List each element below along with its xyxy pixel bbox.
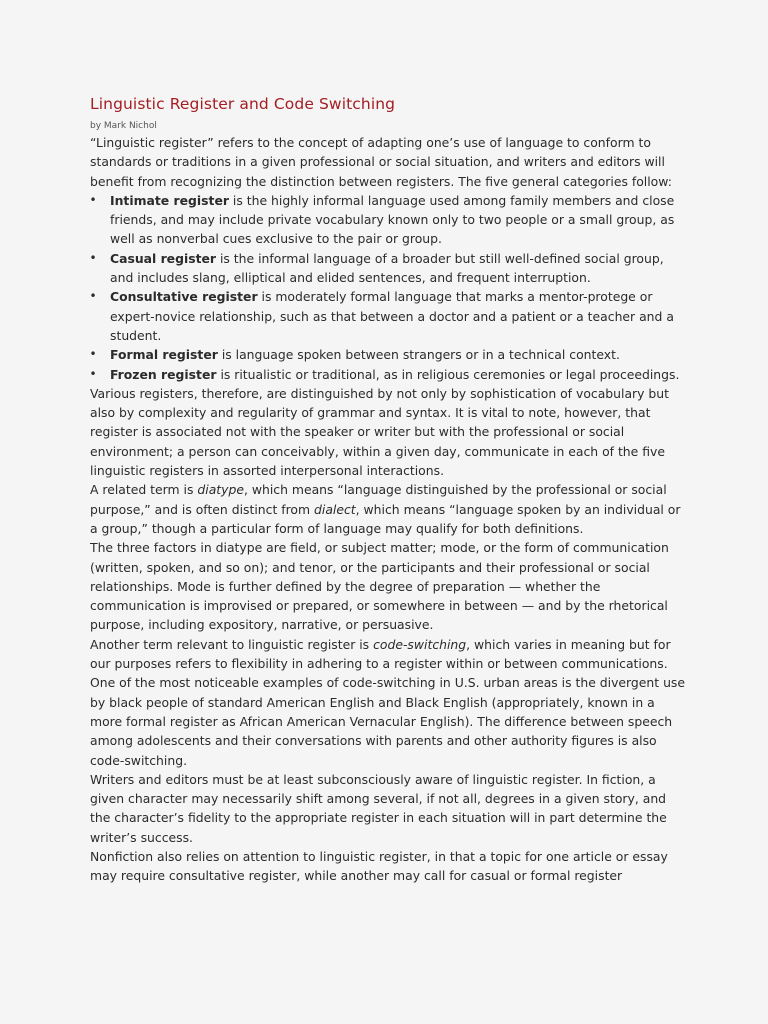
diatype-text-2: , which means “language distinguished by the professional or social purpose,” and is often distinct from <box>90 482 667 517</box>
list-item <box>90 365 690 384</box>
register-description: is moderately formal language that marks a mentor-protege or expert-novice relationship, such as that between a doctor and a patient or a teacher and a student. <box>110 289 674 343</box>
dialect-term: dialect <box>314 501 356 517</box>
register-description: is language spoken between strangers or in a technical context. <box>217 347 620 363</box>
list-item <box>90 345 690 364</box>
factors-paragraph: The three factors in diatype are field, or subject matter; mode, or the form of communication (written, spoken, and so on); and tenor, or the participants and their professional or social relationships. Mode is further defined by the degree of preparation — whether the communication is improvised or prepared, or somewhere in between — and by the rhetorical purpose, including expository, narrative, or persuasive. <box>90 540 669 633</box>
code-switching-paragraph <box>90 635 690 770</box>
list-item <box>90 191 690 249</box>
bullet-icon: • <box>89 347 97 362</box>
code-text-1: Another term relevant to linguistic register is <box>90 636 374 652</box>
article-byline: by Mark Nichol <box>90 121 157 131</box>
code-switching-term: code-switching <box>373 636 467 652</box>
diatype-text-3: , which means “language spoken by an individual or a group,” though a particular form of language may qualify for both definitions. <box>90 501 681 536</box>
register-description: is ritualistic or traditional, as in religious ceremonies or legal proceedings. <box>216 366 680 382</box>
diatype-term: diatype <box>197 482 244 498</box>
diatype-text-1: A related term is <box>90 482 198 498</box>
register-description: is the highly informal language used among family members and close friends, and may include private vocabulary known only to two people or a small group, as well as nonverbal cues exclusive to the pair or group. <box>110 192 675 247</box>
register-term: Formal register <box>110 347 218 363</box>
diatype-paragraph <box>90 480 690 538</box>
bullet-icon: • <box>89 192 97 207</box>
bullet-icon: • <box>89 250 97 265</box>
intro-paragraph: “Linguistic register” refers to the concept of adapting one’s use of language to conform to standards or traditions in a given professional or social situation, and writers and editors will benefit from recognizing the distinction between registers. The five general categories follow: <box>90 135 672 189</box>
writers-paragraph: Writers and editors must be at least subconsciously aware of linguistic register. In fiction, a given character may necessarily shift among several, if not all, degrees in a given story, and the character’s fidelity to the appropriate register in each situation will in part determine the writer’s success. <box>90 771 667 845</box>
bullet-icon: • <box>89 289 97 304</box>
code-text-2: , which varies in meaning but for our purposes refers to flexibility in adhering to a register within or between communications. One of the most noticeable examples of code-switching in U.S. urban areas is the divergent use by black people of standard American English and Black English (appropriately, known in a more formal register as African American Vernacular English). The difference between speech among adolescents and their conversations with parents and other authority figures is also code-switching. <box>90 636 685 768</box>
bullet-icon: • <box>89 366 97 381</box>
list-item <box>90 249 690 288</box>
register-list <box>90 191 690 384</box>
nonfiction-paragraph: Nonfiction also relies on attention to linguistic register, in that a topic for one article or essay may require consultative register, while another may call for casual or formal register <box>90 848 668 884</box>
article-title: Linguistic Register and Code Switching <box>90 95 396 113</box>
register-description: is the informal language of a broader but still well-defined social group, and includes slang, elliptical and elided sentences, and frequent interruption. <box>110 250 664 286</box>
register-term: Frozen register <box>110 366 217 382</box>
registers-paragraph: Various registers, therefore, are distinguished by not only by sophistication of vocabulary but also by complexity and regularity of grammar and syntax. It is vital to note, however, that register is associated not with the speaker or writer but with the professional or social environment; a person can conceivably, within a given day, communicate in each of the five linguistic registers in assorted interpersonal interactions. <box>90 385 670 479</box>
register-term: Casual register <box>110 250 217 266</box>
list-item <box>90 287 690 345</box>
register-term: Consultative register <box>110 289 258 305</box>
register-term: Intimate register <box>110 192 229 208</box>
article <box>90 93 690 886</box>
